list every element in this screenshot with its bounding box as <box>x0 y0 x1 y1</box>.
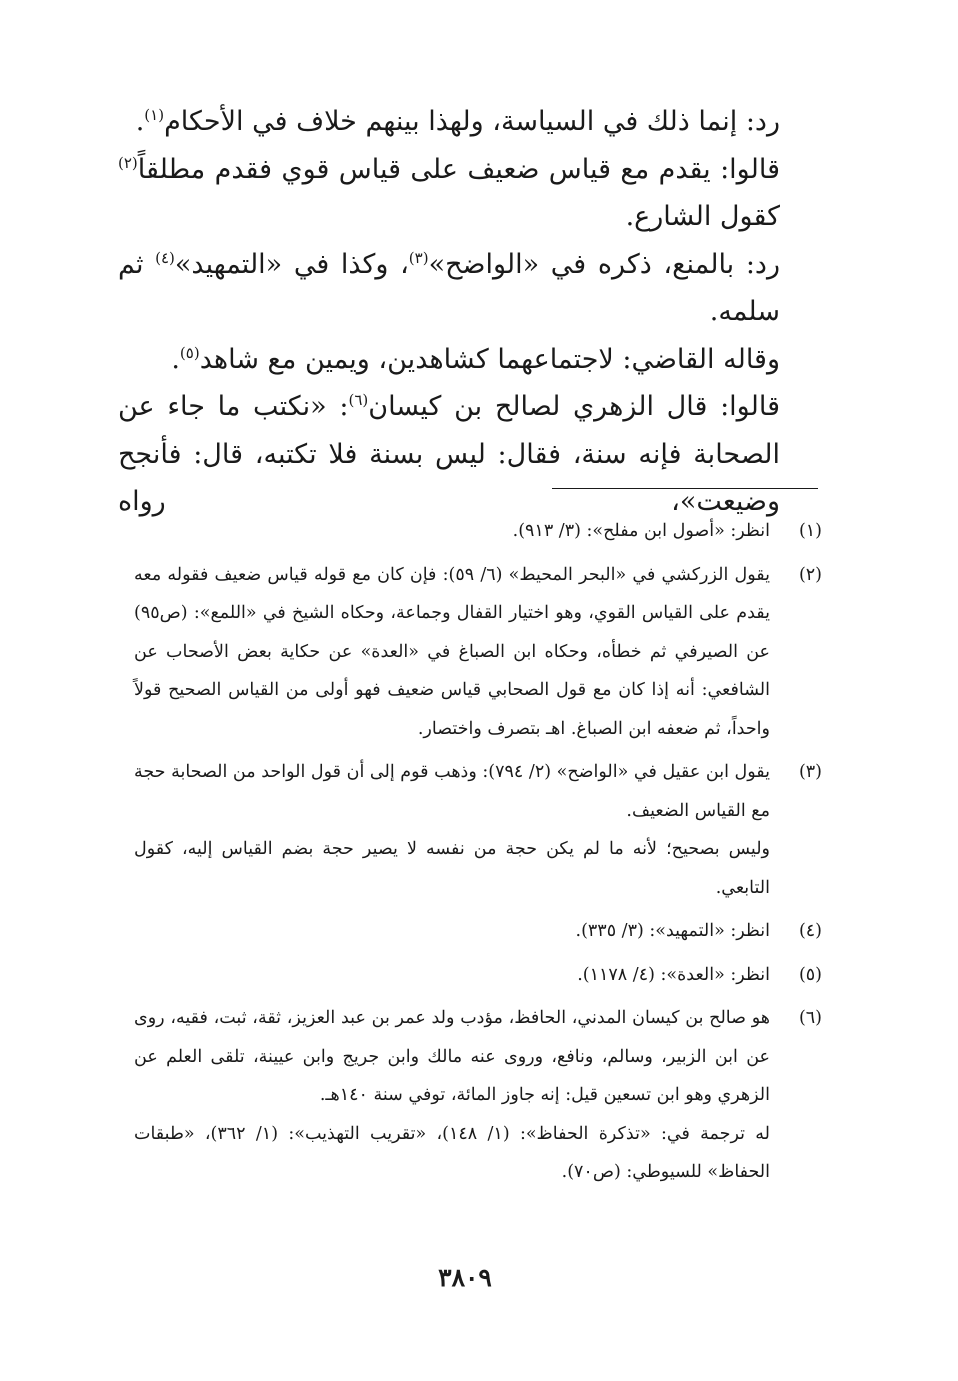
footnote-ref-6: (٦) <box>348 391 369 409</box>
footnote-text: يقول الزركشي في «البحر المحيط» (٦/ ٥٩): فإن كان مع قوله قياس ضعيف فقوله معه يقدم على القياس القوي، وهو اختيار القفال وجماعة، وحكاه الشيخ في «اللمع»: (ص٩٥) عن الصيرفي ثم خطأه، وحكاه ابن الصباغ في «العدة» عن حكاية بعض الأصحاب عن الشافعي: أنه إذا كان مع قول الصحابي قياس ضعيف فهو أولى من القياس الصحيح قولاً واحداً، ثم ضعفه ابن الصباغ. اهـ بتصرف واختصار. <box>134 564 770 739</box>
main-text <box>118 98 820 526</box>
footnote-number: (٥) <box>798 964 822 985</box>
footnote-number: (٣) <box>798 762 822 782</box>
footnote-ref-5: (٥) <box>179 343 200 362</box>
footnote-body <box>134 512 770 551</box>
page-number: ٣٨٠٩ <box>438 1263 492 1292</box>
paragraph-5-text-a: قالوا: قال الزهري لصالح بن كيسان <box>368 391 780 422</box>
paragraph-1 <box>118 98 820 146</box>
footnote-ref-2: (٢) <box>118 153 138 172</box>
footnote-body <box>134 999 770 1192</box>
paragraph-4 <box>118 336 820 384</box>
footnote-number: (٦) <box>798 1008 822 1028</box>
paragraph-5 <box>118 383 820 526</box>
paragraph-2-text-a: قالوا: يقدم مع قياس ضعيف على قياس قوي فقدم مطلقاً <box>137 153 780 185</box>
footnote-number: (١) <box>798 521 822 541</box>
footnote-body <box>134 912 770 951</box>
footnote-body <box>134 956 770 995</box>
footnote-number: (٢) <box>798 564 822 585</box>
paragraph-2-text-b: كقول الشارع. <box>625 201 780 232</box>
paragraph-1-text: رد: إنما ذلك في السياسة، ولهذا بينهم خلاف في الأحكام <box>164 106 780 137</box>
paragraph-2 <box>118 146 820 241</box>
footnote-text: له ترجمة في: «تذكرة الحفاظ»: (١/ ١٤٨)، «تقريب التهذيب»: (١/ ٣٦٢)، «طبقات الحفاظ» للسيوطي: (ص٧٠). <box>134 1123 770 1182</box>
paragraph-1-end: . <box>135 106 145 137</box>
footnote-body <box>134 753 770 907</box>
paragraph-4-text: وقاله القاضي: لاجتماعهما كشاهدين، ويمين مع شاهد <box>199 343 780 375</box>
footnotes <box>134 512 822 1197</box>
paragraph-3 <box>118 241 820 336</box>
footnote-5 <box>134 956 822 995</box>
footnote-separator <box>552 488 818 489</box>
footnote-text: يقول ابن عقيل في «الواضح» (٢/ ٧٩٤): وذهب قوم إلى أن قول الواحد من الصحابة حجة مع القياس الضعيف. <box>134 762 771 821</box>
footnote-text: انظر: «التمهيد»: (٣/ ٣٣٥). <box>575 921 770 941</box>
footnote-ref-1: (١) <box>144 106 165 124</box>
footnote-ref-3: (٣) <box>408 248 429 267</box>
footnote-number: (٤) <box>798 921 822 941</box>
footnote-text: وليس بصحيح؛ لأنه ما لم يكن حجة من نفسه لا يصير حجة بضم القياس إليه، كقول التابعي. <box>134 839 770 898</box>
footnote-text: انظر: «أصول ابن مفلح»: (٣/ ٩١٣). <box>512 521 770 541</box>
footnote-ref-4: (٤) <box>155 248 175 267</box>
footnote-6 <box>134 999 822 1192</box>
footnote-text: هو صالح بن كيسان المدني، الحافظ، مؤدب ولد عمر بن عبد العزيز، ثقة، ثبت، فقيه، روى عن ابن الزبير، وسالم، ونافع، وروى عنه مالك وابن جريج وابن عيينة، تلقى العلم عن الزهري وهو ابن تسعين قيل: إنه جاوز المائة، توفي سنة ١٤٠هـ. <box>134 1008 770 1105</box>
footnote-2 <box>134 556 822 749</box>
footnote-4 <box>134 912 822 951</box>
footnote-1 <box>134 512 822 551</box>
paragraph-5-text-b: : «نكتب ما جاء عن الصحابة فإنه سنة، فقال: ليس بسنة فلا تكتبه، قال: فأنجح وضيعت»، رواه <box>118 391 780 517</box>
paragraph-3-text-c: ثم سلمه. <box>118 248 780 327</box>
paragraph-3-text-a: رد: بالمنع، ذكره في «الواضح» <box>428 248 780 280</box>
paragraph-4-end: . <box>171 343 180 375</box>
paragraph-3-text-b: ، وكذا في «التمهيد» <box>174 248 409 280</box>
footnote-text: انظر: «العدة»: (٤/ ١١٧٨). <box>577 964 770 985</box>
footnote-3 <box>134 753 822 907</box>
footnote-body <box>134 556 770 749</box>
